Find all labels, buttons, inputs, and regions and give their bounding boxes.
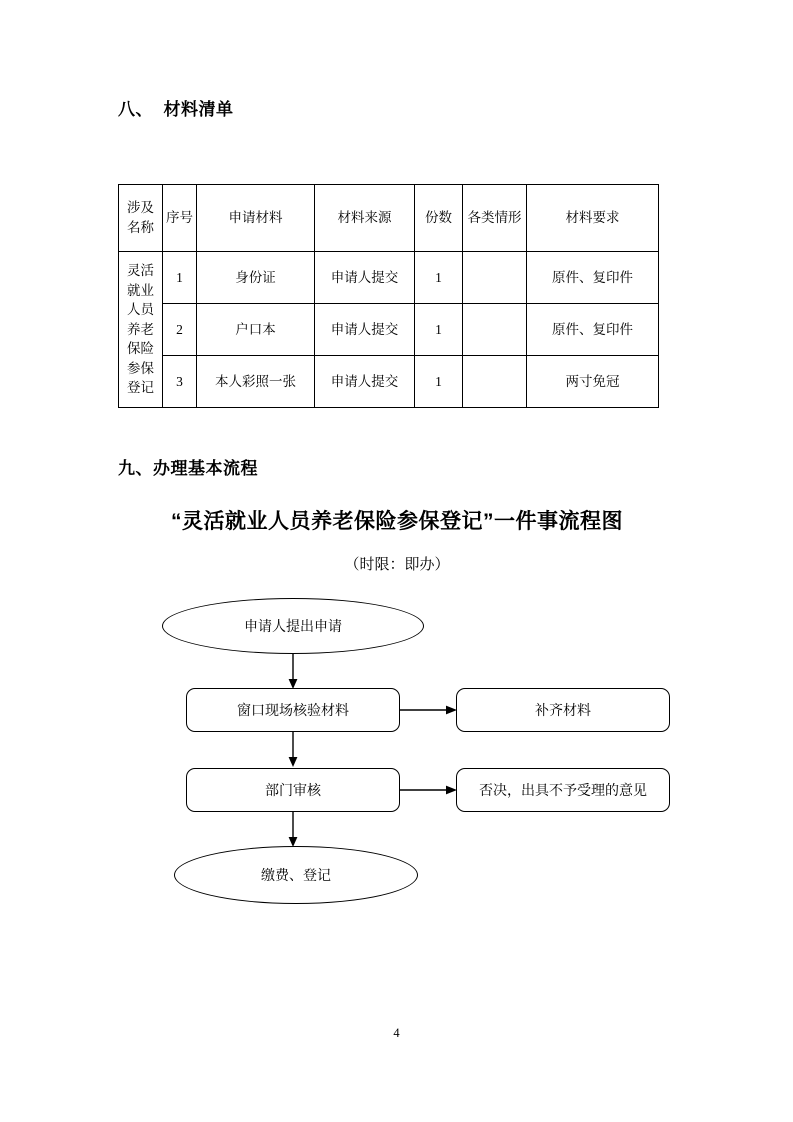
column-header-case: 各类情形 — [463, 185, 527, 252]
table-row — [119, 252, 659, 304]
cell-count: 1 — [415, 356, 463, 408]
cell-material: 身份证 — [197, 252, 315, 304]
flow-arrow-verify-to-review — [286, 732, 300, 768]
flow-node-supplement-label: 补齐材料 — [535, 704, 591, 719]
flow-node-supplement — [456, 688, 670, 732]
column-header-material: 申请材料 — [197, 185, 315, 252]
cell-source: 申请人提交 — [315, 252, 415, 304]
flow-node-verify — [186, 688, 400, 732]
flow-arrow-start-to-verify — [286, 654, 300, 690]
cell-material: 户口本 — [197, 304, 315, 356]
page-number: 4 — [393, 1026, 400, 1040]
table-header-row — [119, 185, 659, 252]
flow-arrow-review-to-reject — [400, 783, 458, 797]
flow-node-pay — [174, 846, 418, 904]
cell-case — [463, 252, 527, 304]
cell-case — [463, 304, 527, 356]
flowchart-title: “灵活就业人员养老保险参保登记”一件事流程图 — [171, 510, 623, 533]
cell-seq: 1 — [163, 252, 197, 304]
column-header-requirement: 材料要求 — [527, 185, 659, 252]
section-heading-materials: 八、 材料清单 — [118, 100, 234, 119]
flowchart-subtitle: （时限：即办） — [344, 557, 450, 573]
flow-arrow-verify-to-supplement — [400, 703, 458, 717]
flow-node-review — [186, 768, 400, 812]
column-header-count: 份数 — [415, 185, 463, 252]
column-header-name: 涉及名称 — [119, 185, 163, 252]
table-row — [119, 356, 659, 408]
cell-material: 本人彩照一张 — [197, 356, 315, 408]
flow-arrow-review-to-pay — [286, 812, 300, 848]
column-header-seq: 序号 — [163, 185, 197, 252]
cell-requirement: 原件、复印件 — [527, 252, 659, 304]
cell-merged-name: 灵活就业人员养老保险参保登记 — [119, 252, 163, 408]
cell-source: 申请人提交 — [315, 304, 415, 356]
cell-count: 1 — [415, 304, 463, 356]
cell-source: 申请人提交 — [315, 356, 415, 408]
cell-case — [463, 356, 527, 408]
cell-seq: 3 — [163, 356, 197, 408]
flow-node-review-label: 部门审核 — [265, 784, 321, 799]
flow-node-reject — [456, 768, 670, 812]
flow-node-start — [162, 598, 424, 654]
flow-node-verify-label: 窗口现场核验材料 — [237, 704, 349, 719]
cell-count: 1 — [415, 252, 463, 304]
page-content — [118, 95, 676, 922]
flowchart — [118, 592, 676, 922]
section-heading-process: 九、办理基本流程 — [118, 459, 258, 478]
cell-requirement: 两寸免冠 — [527, 356, 659, 408]
flow-node-reject-label: 否决，出具不予受理的意见 — [479, 784, 647, 799]
flow-node-pay-label: 缴费、登记 — [261, 869, 331, 884]
cell-seq: 2 — [163, 304, 197, 356]
column-header-source: 材料来源 — [315, 185, 415, 252]
materials-table-wrapper — [118, 184, 658, 408]
table-row — [119, 304, 659, 356]
cell-requirement: 原件、复印件 — [527, 304, 659, 356]
materials-table — [118, 184, 659, 408]
flow-node-start-label: 申请人提出申请 — [244, 620, 342, 635]
